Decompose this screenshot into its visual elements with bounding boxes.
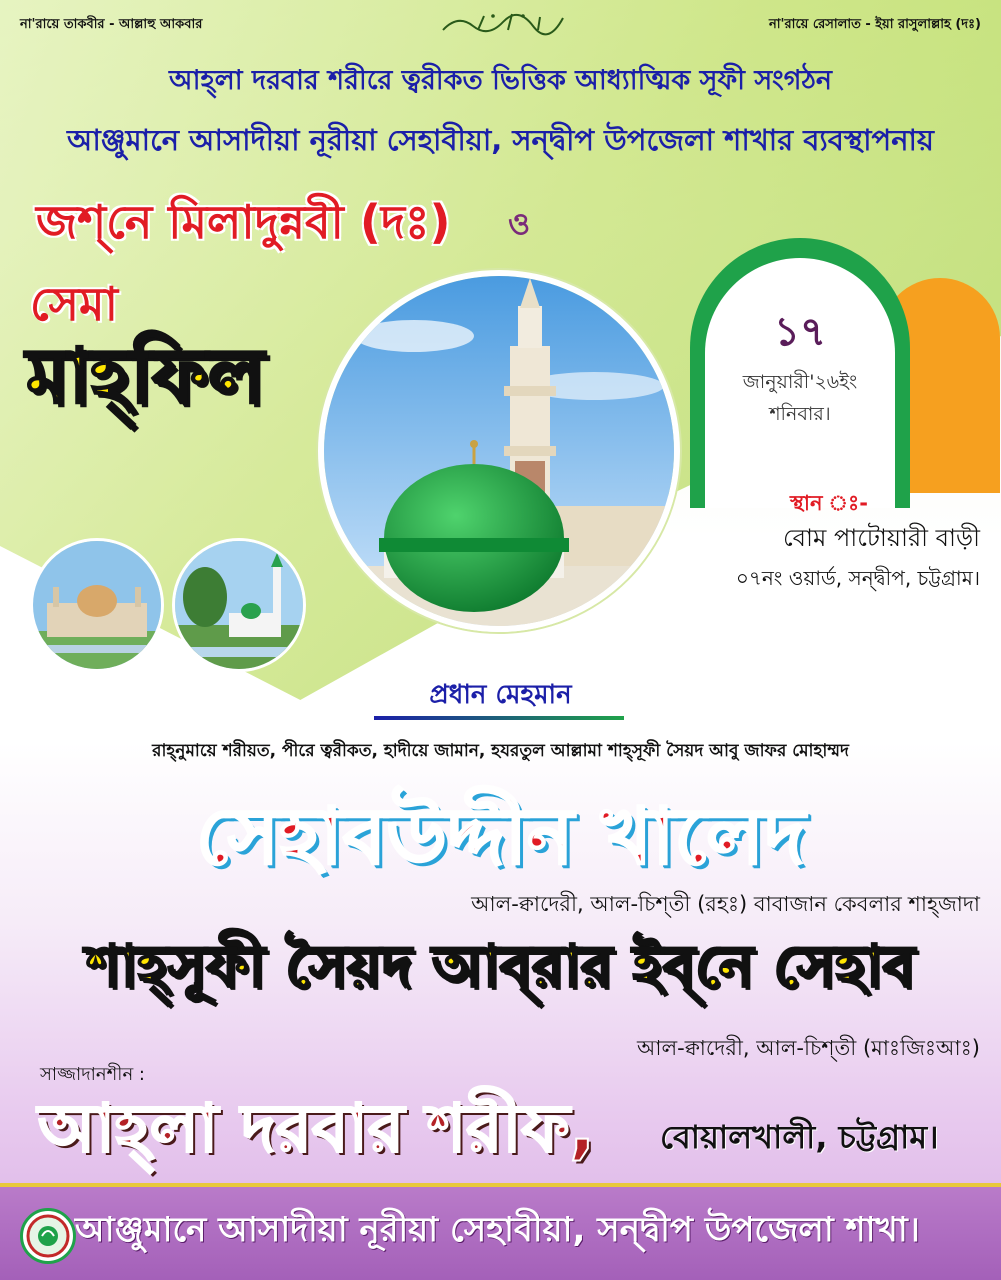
successor-subtitle: আল-ক্বাদেরী, আল-চিশ্‌তী (মাঃজিঃআঃ) — [636, 1036, 980, 1060]
organization-line-1: আহ্‌লা দরবার শরীরে ত্বরীকত ভিত্তিক আধ্যাত্মিক সূফী সংগঠন — [168, 65, 833, 96]
sajjadanashin-label: সাজ্জাদানশীন : — [40, 1064, 145, 1085]
date-weekday: শনিবার। — [769, 403, 831, 425]
venue-address: ০৭নং ওয়ার্ড, সন্দ্বীপ, চট্টগ্রাম। — [735, 566, 980, 590]
risalat-slogan: না'রায়ে রেসালাত - ইয়া রাসুলাল্লাহ (দঃ) — [769, 17, 981, 32]
mosque-photo-2 — [172, 538, 306, 672]
darbar-name: আহ্‌লা দরবার শরীফ, — [38, 1090, 595, 1167]
chief-guest-label: প্রধান মেহমান — [429, 680, 572, 710]
organization-logo-icon — [20, 1208, 76, 1264]
event-title-line-3: মাহ্‌ফিল — [26, 331, 265, 420]
footer-organization-name: আঞ্জুমানে আসাদীয়া নূরীয়া সেহাবীয়া, সন্দ্বীপ উপজেলা শাখা। — [75, 1210, 920, 1250]
chief-guest-name: সেহাবউদ্দীন খালেদ — [196, 792, 805, 882]
chief-guest-underline — [374, 716, 624, 720]
date-day-number: ১৭ — [774, 309, 826, 355]
darbar-location: বোয়ালখালী, চট্টগ্রাম। — [660, 1118, 939, 1156]
event-title-and: ও — [508, 207, 531, 242]
event-title-line-2: সেমা — [30, 277, 118, 331]
mosque-photo-1 — [30, 538, 164, 672]
date-month-year: জানুয়ারী'২৬ইং — [742, 371, 858, 393]
chief-guest-subtitle: আল-ক্বাদেরী, আল-চিশ্‌তী (রহঃ) বাবাজান কেবলার শাহ্‌জাদা — [471, 892, 980, 916]
successor-name: শাহ্‌সূফী সৈয়দ আব্‌রার ইব্‌নে সেহাব — [86, 932, 915, 1000]
event-title-line-1: জশ্‌নে মিলাদুন্নবী (দঃ) — [36, 195, 451, 249]
venue-name: বোম পাটোয়ারী বাড়ী — [782, 524, 980, 552]
arabic-calligraphy-icon — [438, 8, 568, 38]
chief-guest-titles: রাহ্‌নুমায়ে শরীয়ত, পীরে ত্বরীকত, হাদীয়ে জামান, হযরতুল আল্লামা শাহ্‌সূফী সৈয়দ আবু জাফর মোহাম্মদ — [152, 741, 849, 761]
takbir-slogan: না'রায়ে তাকবীর - আল্লাহু আকবার — [20, 17, 203, 32]
venue-label: স্থান ঃ- — [790, 491, 868, 515]
organization-line-2: আঞ্জুমানে আসাদীয়া নূরীয়া সেহাবীয়া, সন্দ্বীপ উপজেলা শাখার ব্যবস্থাপনায় — [66, 123, 935, 157]
